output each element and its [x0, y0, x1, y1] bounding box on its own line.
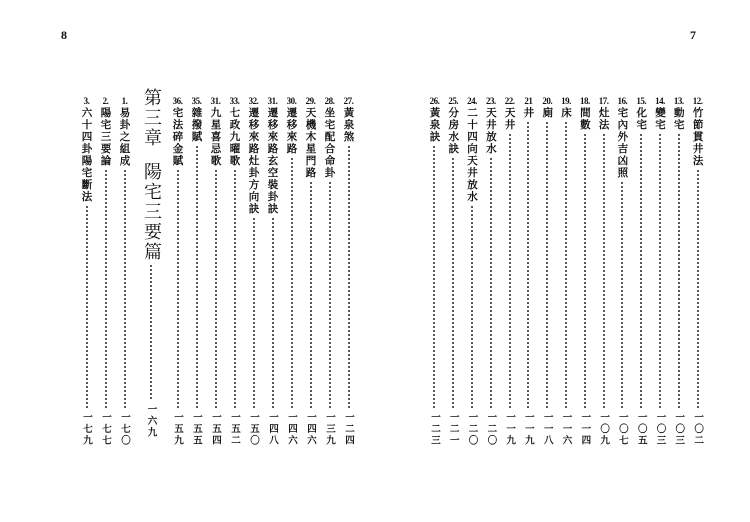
entry-number: 35.	[191, 96, 202, 106]
entry-title: 化宅	[635, 107, 648, 131]
dot-leader	[215, 169, 217, 408]
toc-entry[interactable]	[301, 96, 320, 456]
toc-entry[interactable]	[225, 96, 244, 456]
toc-columns-left	[58, 88, 358, 456]
entry-number: 28.	[324, 96, 335, 106]
entry-number: 20.	[542, 96, 553, 106]
dot-leader	[272, 217, 274, 408]
entry-title: 天井	[503, 107, 516, 131]
dot-leader	[490, 157, 492, 408]
entry-number: 30.	[286, 96, 297, 106]
toc-entry[interactable]	[244, 96, 263, 456]
dot-leader	[603, 133, 605, 408]
dot-leader	[105, 169, 107, 408]
entry-page: 一一九	[504, 412, 516, 447]
toc-entry[interactable]	[651, 96, 670, 456]
entry-page: 一二一	[447, 412, 459, 447]
entry-page: 一五九	[172, 412, 183, 447]
toc-columns-right	[425, 96, 707, 456]
entry-page: 一〇二	[692, 412, 704, 447]
entry-number: 25.	[448, 96, 459, 106]
toc-entry[interactable]	[425, 96, 444, 456]
entry-page: 一五二	[229, 412, 240, 447]
chapter-title: 陽宅三要篇	[141, 162, 162, 262]
toc-entry[interactable]	[263, 96, 282, 456]
entry-page: 一一八	[541, 412, 553, 447]
dot-leader	[150, 264, 152, 400]
entry-title: 廁	[541, 107, 554, 119]
entry-number: 26.	[429, 96, 440, 106]
entry-page: 一五〇	[248, 412, 259, 447]
entry-page: 一二〇	[485, 412, 497, 447]
chapter-number: 第三章	[141, 88, 162, 148]
entry-title: 變宅	[654, 107, 666, 131]
entry-number: 2.	[102, 96, 109, 106]
toc-entry[interactable]	[594, 96, 613, 456]
toc-entry[interactable]	[613, 96, 632, 456]
toc-entry[interactable]	[481, 96, 500, 456]
entry-title: 遷移來路	[285, 107, 298, 155]
entry-title: 雜撥賦	[190, 107, 203, 143]
entry-page: 一一六	[560, 412, 572, 447]
entry-page: 一〇九	[598, 412, 610, 447]
entry-number: 24.	[467, 96, 477, 106]
dot-leader	[471, 205, 473, 408]
toc-entry[interactable]	[632, 96, 651, 456]
entry-number: 3.	[83, 96, 90, 106]
dot-leader	[565, 121, 567, 408]
toc-entry[interactable]	[282, 96, 301, 456]
entry-title: 二十四向天井放水	[466, 107, 479, 203]
dot-leader	[196, 145, 198, 408]
entry-number: 17.	[598, 96, 609, 106]
entry-title: 動宅	[672, 107, 685, 131]
entry-title: 七政九曜歌	[228, 107, 241, 167]
entry-number: 19.	[561, 96, 571, 106]
entry-page: 一二四	[343, 412, 354, 447]
entry-page: 一一九	[522, 412, 534, 447]
toc-entry[interactable]	[688, 96, 707, 456]
entry-title: 遷移來路玄空裝卦訣	[266, 107, 279, 215]
toc-entry[interactable]	[557, 96, 576, 456]
entry-page: 一五五	[191, 412, 202, 447]
entry-title: 坐宅配合命卦	[323, 107, 336, 179]
entry-title: 宅法碎金賦	[171, 107, 184, 167]
entry-number: 16.	[617, 96, 628, 106]
entry-title: 遷移來路灶卦方向訣	[247, 107, 260, 215]
dot-leader	[86, 205, 88, 408]
dot-leader	[310, 181, 312, 408]
entry-number: 13.	[673, 96, 684, 106]
entry-page: 一〇三	[673, 412, 685, 447]
entry-title: 黃泉煞	[342, 107, 355, 143]
entry-title: 間數	[578, 107, 591, 131]
toc-entry[interactable]	[206, 96, 225, 456]
toc-entry[interactable]	[500, 96, 519, 456]
dot-leader	[621, 181, 623, 408]
entry-title: 分房水訣	[447, 107, 460, 155]
toc-entry[interactable]	[575, 96, 594, 456]
entry-number: 22.	[504, 96, 515, 106]
toc-entry[interactable]	[77, 96, 96, 456]
entry-page: 一四六	[286, 412, 297, 447]
dot-leader	[234, 169, 236, 408]
entry-page: 一〇五	[635, 412, 647, 447]
entry-number: 21	[524, 96, 533, 106]
entry-number: 15.	[636, 96, 647, 106]
entry-number: 32.	[248, 96, 259, 106]
entry-number: 27.	[343, 96, 354, 106]
dot-leader	[678, 133, 680, 408]
dot-leader	[253, 217, 255, 408]
dot-leader	[329, 181, 331, 408]
entry-page: 一三九	[324, 412, 335, 447]
toc-entry[interactable]	[538, 96, 557, 456]
toc-entry[interactable]	[187, 96, 206, 456]
entry-title: 竹節貫井法	[691, 107, 704, 167]
entry-number: 14.	[655, 96, 665, 106]
toc-entry[interactable]	[320, 96, 339, 456]
page-number: 7	[690, 28, 696, 42]
dot-leader	[697, 169, 699, 408]
entry-number: 12.	[692, 96, 703, 106]
page-number: 8	[61, 28, 67, 42]
entry-page: 一〇七	[616, 412, 628, 447]
entry-title: 天井放水	[484, 107, 497, 155]
entry-page: 一七九	[81, 412, 92, 447]
toc-entry[interactable]	[519, 96, 538, 456]
dot-leader	[659, 133, 661, 408]
dot-leader	[640, 133, 642, 408]
entry-title: 黃泉訣	[428, 107, 441, 143]
dot-leader	[124, 169, 126, 408]
dot-leader	[452, 157, 454, 408]
toc-entry[interactable]	[96, 96, 115, 456]
dot-leader	[584, 133, 586, 408]
entry-number: 29.	[305, 96, 316, 106]
entry-page: 一四八	[267, 412, 278, 447]
toc-entry[interactable]	[669, 96, 688, 456]
right-page	[375, 0, 750, 522]
entry-page: 一五四	[210, 412, 221, 447]
dot-leader	[527, 121, 529, 408]
entry-page: 一〇三	[654, 412, 666, 447]
chapter-page: 一六九	[145, 404, 157, 439]
entry-title: 陽宅三要論	[99, 107, 112, 167]
chapter-heading[interactable]	[136, 88, 166, 448]
toc-entry[interactable]	[339, 96, 358, 456]
toc-entry[interactable]	[444, 96, 463, 456]
entry-number: 23.	[485, 96, 496, 106]
entry-title: 九星喜忌歌	[209, 107, 222, 167]
dot-leader	[177, 169, 179, 408]
entry-page: 一二〇	[466, 412, 478, 447]
dot-leader	[433, 145, 435, 408]
entry-page: 一七七	[100, 412, 111, 447]
entry-page: 一一四	[579, 412, 591, 447]
entry-title: 灶法	[597, 107, 610, 131]
entry-number: 33.	[229, 96, 240, 106]
entry-title: 井	[522, 107, 535, 119]
entry-title: 床	[560, 107, 573, 119]
entry-page: 一七〇	[119, 412, 130, 447]
toc-entry[interactable]	[168, 96, 187, 456]
toc-entry[interactable]	[115, 96, 134, 456]
entry-title: 天機木星門路	[304, 107, 317, 179]
entry-number: 18.	[579, 96, 590, 106]
entry-page: 一四六	[305, 412, 316, 447]
entry-number: 31.	[267, 96, 278, 106]
entry-number: 1.	[121, 96, 128, 106]
toc-entry[interactable]	[463, 96, 482, 456]
dot-leader	[546, 121, 548, 408]
dot-leader	[509, 133, 511, 408]
dot-leader	[348, 145, 350, 408]
entry-number: 36.	[172, 96, 183, 106]
dot-leader	[291, 157, 293, 408]
entry-title: 易卦之組成	[118, 107, 131, 167]
entry-title: 宅內外吉凶照	[616, 107, 629, 179]
entry-number: 31.	[210, 96, 221, 106]
entry-page: 一二三	[428, 412, 440, 447]
entry-title: 六十四卦陽宅斷法	[80, 107, 93, 203]
